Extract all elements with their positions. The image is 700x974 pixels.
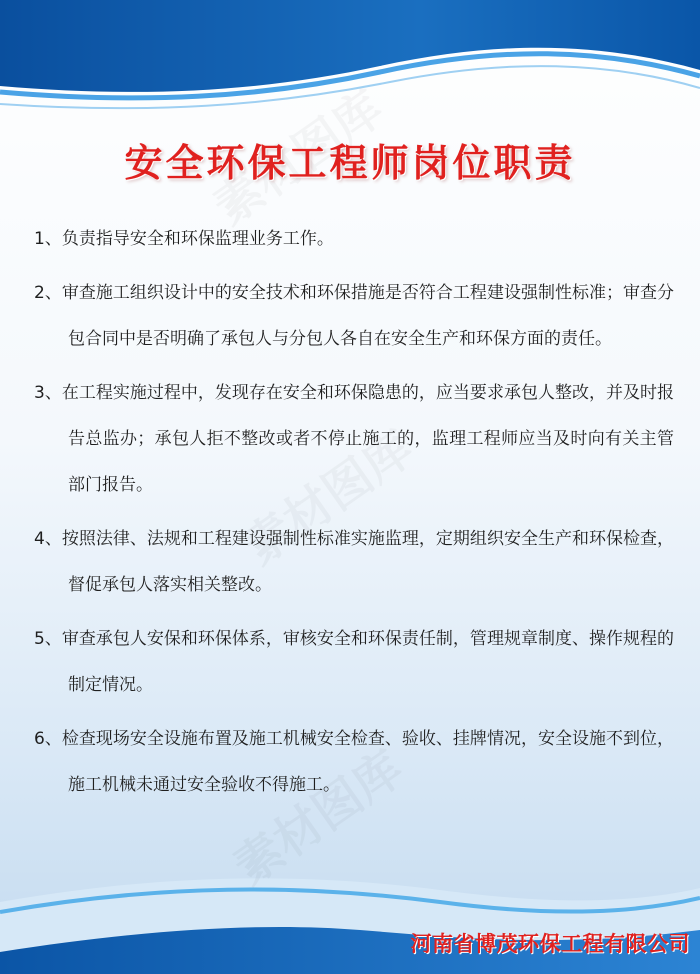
list-item: 1、负责指导安全和环保监理业务工作。 [34,229,334,249]
list-item: 3、在工程实施过程中，发现存在安全和环保隐患的，应当要求承包人整改，并及时报告总监办；承包人拒不整改或者不停止施工的，监理工程师应当及时向有关主管部门报告。 [34,383,674,495]
list-item: 4、按照法律、法规和工程建设强制性标准实施监理，定期组织安全生产和环保检查，督促承包人落实相关整改。 [34,529,674,595]
company-name: 河南省博茂环保工程有限公司 [410,932,690,956]
list-item: 5、审查承包人安保和环保体系，审核安全和环保责任制，管理规章制度、操作规程的制定情况。 [34,629,674,695]
page-title: 安全环保工程师岗位职责 [124,141,576,185]
duty-list [34,216,674,816]
list-item: 6、检查现场安全设施布置及施工机械安全检查、验收、挂牌情况，安全设施不到位，施工机械未通过安全验收不得施工。 [34,729,674,795]
list-item: 2、审查施工组织设计中的安全技术和环保措施是否符合工程建设强制性标准；审查分包合同中是否明确了承包人与分包人各自在安全生产和环保方面的责任。 [34,283,674,349]
